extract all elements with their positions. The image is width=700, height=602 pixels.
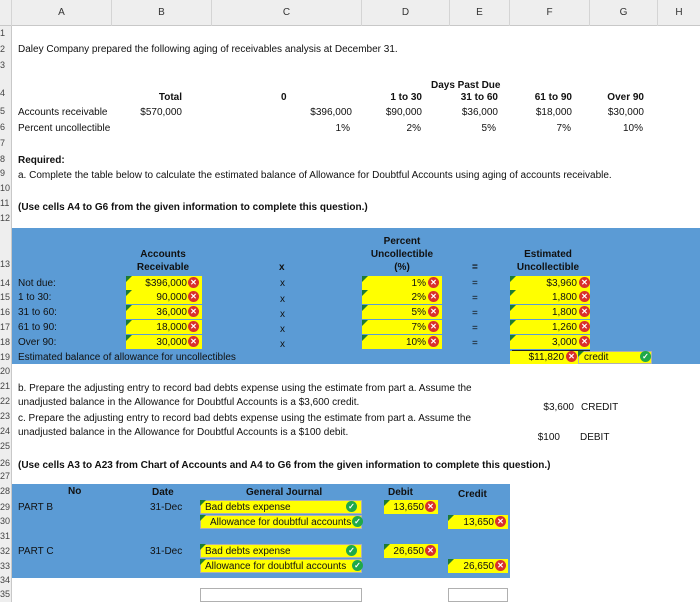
row-header[interactable]: 15 [0,292,11,302]
journal-header-no: No [68,486,82,497]
pct-61-90: 7% [556,123,571,134]
row-header[interactable]: 20 [0,366,11,376]
ar-total: $570,000 [140,107,182,118]
row-header[interactable]: 16 [0,307,11,317]
row-header[interactable]: 19 [0,352,11,362]
row-header[interactable]: 4 [0,88,6,98]
ar-value: $396,000 [145,278,187,289]
table-header-pct-2: Uncollectible [370,249,434,260]
table-header-x: x [279,262,285,273]
equals-sign: = [472,308,478,319]
col-header-c[interactable]: C [212,0,362,26]
part-c-amount: $100 [537,432,560,443]
equals-sign: = [472,278,478,289]
col-header-f[interactable]: F [510,0,590,26]
row-header[interactable]: 28 [0,486,11,496]
row-header[interactable]: 8 [0,154,6,164]
times-sign: x [280,278,285,289]
column-header-row [0,0,700,26]
wrong-icon: ✕ [186,306,199,317]
wrong-icon: ✕ [426,291,439,302]
correct-icon: ✓ [350,516,363,527]
est-balance-label: Estimated balance of allowance for uncollectibles [18,352,236,363]
col-header-d[interactable]: D [362,0,450,26]
pct-1-30: 2% [406,123,421,134]
empty-account-dropdown[interactable] [200,588,362,602]
entry-part-label: PART C [18,546,54,557]
wrong-icon: ✕ [493,516,506,527]
credit-account-value: Allowance for doubtful accounts [210,517,352,528]
row-header[interactable]: 7 [0,138,6,148]
correct-icon: ✓ [638,351,651,362]
wrong-icon: ✕ [186,277,199,288]
row-header[interactable]: 23 [0,411,11,421]
days-past-due-label: Days Past Due [431,80,501,91]
times-sign: x [280,339,285,350]
ar-61-90: $18,000 [535,107,572,118]
table-header-est-2: Uncollectible [516,262,580,273]
input-marker [200,515,206,521]
row-label: Not due: [18,278,56,289]
wrong-icon: ✕ [423,501,436,512]
row-header[interactable]: 17 [0,322,11,332]
journal-header-general-journal: General Journal [246,487,323,498]
ar-zero: $396,000 [310,107,352,118]
part-c-line2: unadjusted balance in the Allowance for Doubtful Accounts is a $100 debit. [18,427,349,438]
required-a-text: a. Complete the table below to calculate the estimated balance of Allowance for Doubtful Accounts using aging of accounts receivable. [18,170,612,181]
est-total-value: $11,820 [528,352,564,363]
row-label: 31 to 60: [18,307,57,318]
row-header[interactable]: 29 [0,502,11,512]
row-header[interactable]: 32 [0,546,11,556]
ar-31-60: $36,000 [461,107,498,118]
row-header[interactable]: 13 [0,259,11,269]
correct-icon: ✓ [344,545,357,556]
pct-value: 10% [405,337,426,348]
table-header-pct-3: (%) [394,262,410,273]
header-61-90: 61 to 90 [534,92,572,103]
row-header[interactable]: 12 [0,213,11,223]
journal-header-credit: Credit [458,489,487,500]
correct-icon: ✓ [344,501,357,512]
ar-label: Accounts receivable [18,107,108,118]
table-header-equals: = [472,262,478,273]
part-c-line1: c. Prepare the adjusting entry to record bad debts expense using the estimate from part a. Assume the [18,413,472,424]
header-over-90: Over 90 [607,92,644,103]
row-header[interactable]: 34 [0,575,11,585]
col-header-g[interactable]: G [590,0,658,26]
row-label: Over 90: [18,337,57,348]
col-header-e[interactable]: E [450,0,510,26]
wrong-icon: ✕ [426,336,439,347]
row-header[interactable]: 25 [0,441,11,451]
times-sign: x [280,324,285,335]
entry-part-label: PART B [18,502,54,513]
debit-amount-value: 13,650 [393,502,424,513]
est-value: 1,260 [551,322,577,333]
header-zero: 0 [281,92,287,103]
credit-amount-value: 26,650 [463,561,494,572]
times-sign: x [280,309,285,320]
correct-icon: ✓ [350,560,363,571]
journal-header-date: Date [152,487,174,498]
credit-account-value: Allowance for doubtful accounts [205,561,347,572]
wrong-icon: ✕ [577,277,590,288]
row-label: 1 to 30: [18,292,52,303]
pct-zero: 1% [335,123,350,134]
wrong-icon: ✕ [426,306,439,317]
ar-value: 18,000 [156,322,187,333]
est-value: 1,800 [551,292,577,303]
part-b-amount: $3,600 [543,402,574,413]
wrong-icon: ✕ [423,545,436,556]
note-chart-of-accounts: (Use cells A3 to A23 from Chart of Accounts and A4 to G6 from the given information to complete this question.) [18,460,551,471]
pct-value: 5% [411,307,426,318]
wrong-icon: ✕ [577,336,590,347]
credit-amount-value: 13,650 [463,517,494,528]
debit-account-value: Bad debts expense [205,502,291,513]
row-header[interactable]: 5 [0,106,6,116]
table-header-ar-2: Receivable [136,262,190,273]
col-header-b[interactable]: B [112,0,212,26]
times-sign: x [280,294,285,305]
pct-value: 7% [411,322,426,333]
wrong-icon: ✕ [426,277,439,288]
pct-value: 1% [411,278,426,289]
row-header[interactable]: 2 [0,44,6,54]
wrong-icon: ✕ [493,560,506,571]
wrong-icon: ✕ [186,336,199,347]
part-b-line2: unadjusted balance in the Allowance for Doubtful Accounts is a $3,600 credit. [18,397,360,408]
entry-date: 31-Dec [150,502,183,513]
table-header-band [12,228,700,276]
row-header[interactable]: 31 [0,531,11,541]
empty-amount-input[interactable] [448,588,508,602]
row-label: 61 to 90: [18,322,57,333]
wrong-icon: ✕ [577,306,590,317]
debit-amount-value: 26,650 [393,546,424,557]
row-header[interactable]: 21 [0,381,11,391]
col-header-a[interactable]: A [12,0,112,26]
note-cells-a4-g6: (Use cells A4 to G6 from the given information to complete this question.) [18,202,368,213]
part-b-line1: b. Prepare the adjusting entry to record bad debts expense using the estimate from part a. Assume the [18,383,472,394]
row-header[interactable]: 9 [0,168,6,178]
equals-sign: = [472,293,478,304]
row-header[interactable]: 30 [0,516,11,526]
part-b-type: CREDIT [581,402,619,413]
ar-1-30: $90,000 [385,107,422,118]
wrong-icon: ✕ [577,291,590,302]
equals-sign: = [472,323,478,334]
pct-label: Percent uncollectible [18,123,111,134]
col-header-h[interactable]: H [675,7,683,18]
row-header[interactable]: 22 [0,396,11,406]
table-header-est-1: Estimated [524,249,572,260]
wrong-icon: ✕ [426,321,439,332]
ar-value: 90,000 [156,292,187,303]
row-header[interactable]: 14 [0,278,11,288]
header-total: Total [158,92,182,103]
row-header[interactable]: 10 [0,183,11,193]
wrong-icon: ✕ [564,351,577,362]
journal-header-debit: Debit [388,487,413,498]
est-value: 1,800 [551,307,577,318]
debit-account-value: Bad debts expense [205,546,291,557]
pct-value: 2% [411,292,426,303]
equals-sign: = [472,338,478,349]
row-header[interactable]: 3 [0,60,6,70]
row-header[interactable]: 26 [0,458,11,468]
entry-date: 31-Dec [150,546,183,557]
wrong-icon: ✕ [186,291,199,302]
pct-over-90: 10% [622,123,643,134]
est-type-value: credit [584,352,609,363]
ar-value: 30,000 [156,337,187,348]
row-header[interactable]: 1 [0,28,6,38]
ar-value: 36,000 [156,307,187,318]
row-header[interactable]: 11 [0,198,10,208]
header-31-60: 31 to 60 [460,92,498,103]
pct-31-60: 5% [481,123,496,134]
wrong-icon: ✕ [577,321,590,332]
header-1-30: 1 to 30 [390,92,422,103]
row-header[interactable]: 6 [0,122,6,132]
row-header[interactable]: 24 [0,426,11,436]
est-value: 3,000 [551,337,577,348]
row-header[interactable]: 27 [0,471,11,481]
select-all-corner[interactable] [0,0,12,26]
required-title: Required: [18,155,65,166]
table-header-ar-1: Accounts [140,249,186,260]
part-c-type: DEBIT [580,432,610,443]
row-header[interactable]: 18 [0,337,11,347]
ar-over-90: $30,000 [607,107,644,118]
intro-text: Daley Company prepared the following aging of receivables analysis at December 31. [18,44,398,55]
row-header[interactable]: 33 [0,561,11,571]
wrong-icon: ✕ [186,321,199,332]
row-header[interactable]: 35 [0,589,11,599]
table-header-pct-1: Percent [383,236,421,247]
est-value: $3,960 [546,278,577,289]
